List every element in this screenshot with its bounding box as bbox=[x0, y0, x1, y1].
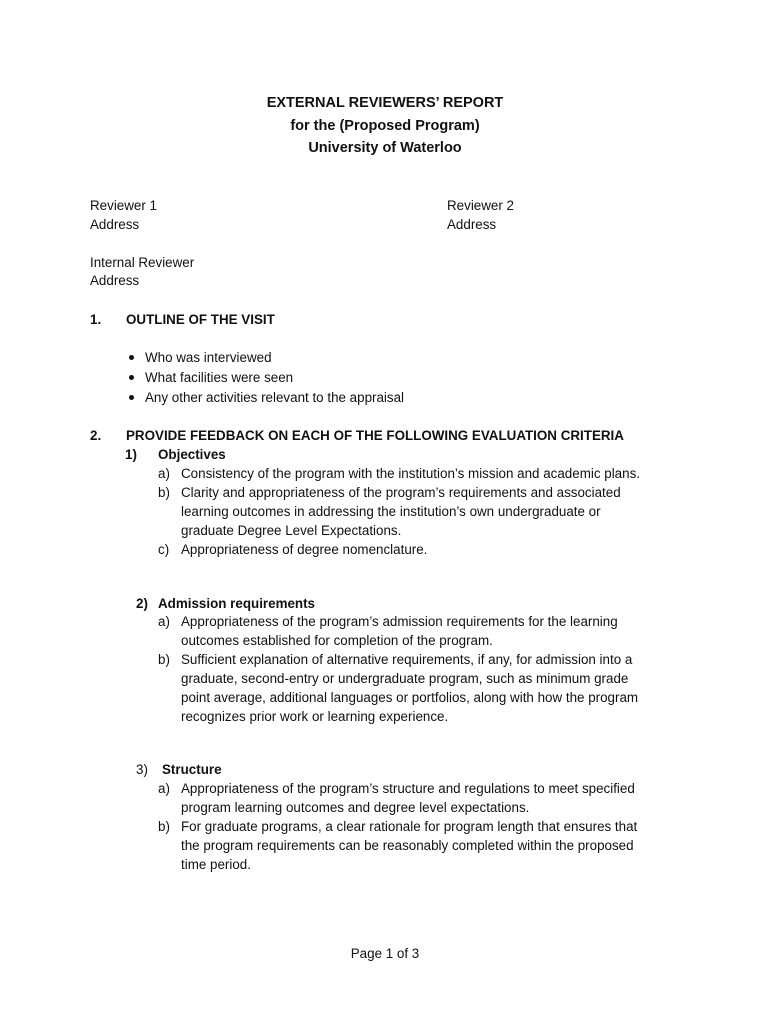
page-number: Page 1 of 3 bbox=[350, 946, 420, 961]
sub2-number: 2) bbox=[136, 596, 148, 611]
item-text: Clarity and appropriateness of the program’s requirements and associated bbox=[181, 485, 621, 500]
item-text: Appropriateness of the program’s admission requirements for the learning bbox=[181, 614, 618, 629]
bullet-icon bbox=[129, 375, 134, 380]
item-text: program learning outcomes and degree level expectations. bbox=[181, 800, 530, 815]
reviewer1-address: Address bbox=[90, 217, 140, 232]
sub2-title: Admission requirements bbox=[158, 596, 316, 611]
item-text: point average, additional languages or portfolios, along with how the program bbox=[181, 690, 639, 705]
internal-reviewer-address: Address bbox=[90, 273, 140, 288]
item-label: a) bbox=[158, 466, 170, 481]
sub1-title: Objectives bbox=[158, 447, 226, 462]
section2-number: 2. bbox=[90, 428, 102, 443]
document-title: EXTERNAL REVIEWERS’ REPORT bbox=[266, 95, 504, 111]
item-text: Appropriateness of the program’s structure and regulations to meet specified bbox=[181, 781, 635, 796]
reviewer1-name: Reviewer 1 bbox=[90, 198, 157, 213]
item-text: learning outcomes in addressing the institution’s own undergraduate or bbox=[181, 504, 601, 519]
bullet-icon bbox=[129, 395, 134, 400]
section2-heading: PROVIDE FEEDBACK ON EACH OF THE FOLLOWING EVALUATION CRITERIA bbox=[126, 428, 624, 443]
item-text: graduate Degree Level Expectations. bbox=[181, 523, 402, 538]
item-label: b) bbox=[158, 485, 170, 500]
bullet-icon bbox=[129, 355, 134, 360]
university-name: University of Waterloo bbox=[308, 140, 462, 156]
item-text: recognizes prior work or learning experience. bbox=[181, 709, 449, 724]
item-text: outcomes established for completion of the program. bbox=[181, 633, 493, 648]
item-text: For graduate programs, a clear rationale for program length that ensures that bbox=[181, 819, 638, 834]
item-label: a) bbox=[158, 614, 170, 629]
item-text: time period. bbox=[181, 857, 251, 872]
item-label: a) bbox=[158, 781, 170, 796]
sub3-title: Structure bbox=[162, 762, 222, 777]
document-subtitle: for the (Proposed Program) bbox=[290, 118, 480, 134]
section1-number: 1. bbox=[90, 312, 102, 327]
bullet-item: Any other activities relevant to the appraisal bbox=[145, 390, 405, 405]
section1-heading: OUTLINE OF THE VISIT bbox=[126, 312, 275, 327]
bullet-item: What facilities were seen bbox=[145, 370, 294, 385]
internal-reviewer-name: Internal Reviewer bbox=[90, 255, 195, 270]
item-label: b) bbox=[158, 652, 170, 667]
reviewer2-name: Reviewer 2 bbox=[447, 198, 514, 213]
bullet-item: Who was interviewed bbox=[145, 350, 272, 365]
item-label: c) bbox=[158, 542, 170, 557]
reviewer2-address: Address bbox=[447, 217, 497, 232]
item-label: b) bbox=[158, 819, 170, 834]
item-text: the program requirements can be reasonably completed within the proposed bbox=[181, 838, 634, 853]
sub1-number: 1) bbox=[125, 447, 137, 462]
item-text: Appropriateness of degree nomenclature. bbox=[181, 542, 428, 557]
item-text: Consistency of the program with the institution’s mission and academic plans. bbox=[181, 466, 640, 481]
sub3-number: 3) bbox=[136, 762, 148, 777]
item-text: Sufficient explanation of alternative requirements, if any, for admission into a bbox=[181, 652, 633, 667]
item-text: graduate, second-entry or undergraduate program, such as minimum grade bbox=[181, 671, 629, 686]
